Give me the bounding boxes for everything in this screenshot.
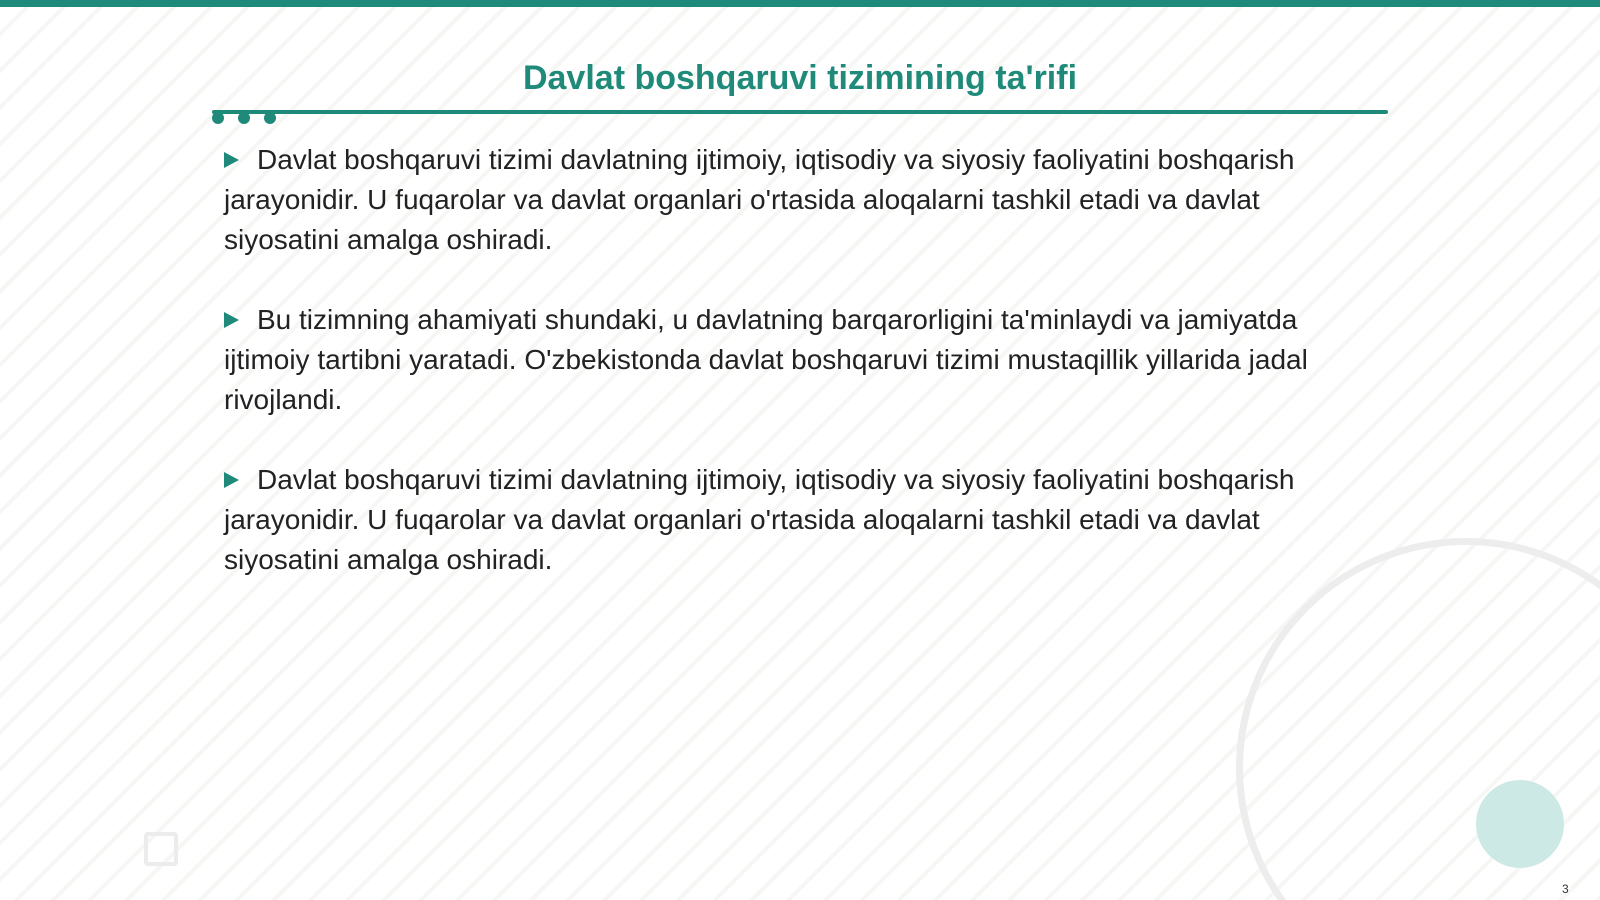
decoration-dot [238,112,250,124]
decorative-circle [1476,780,1564,868]
bullet-item [224,300,1334,420]
bullet-item [224,460,1334,580]
bullet-list [224,140,1334,620]
page-number: 3 [1562,882,1569,896]
title-dots-decoration [212,112,282,126]
triangle-right-icon [224,472,239,488]
triangle-right-icon [224,152,239,168]
bullet-text: Davlat boshqaruvi tizimi davlatning ijtimoiy, iqtisodiy va siyosiy faoliyatini boshqarish jarayonidir. U fuqarolar va davlat organlari o'rtasida aloqalarni tashkil etadi va davlat siyosatini amalga oshiradi. [224,144,1295,255]
top-accent-bar [0,0,1600,7]
bullet-text: Davlat boshqaruvi tizimi davlatning ijtimoiy, iqtisodiy va siyosiy faoliyatini boshqarish jarayonidir. U fuqarolar va davlat organlari o'rtasida aloqalarni tashkil etadi va davlat siyosatini amalga oshiradi. [224,464,1295,575]
bullet-item [224,140,1334,260]
bullet-text: Bu tizimning ahamiyati shundaki, u davlatning barqarorligini ta'minlaydi va jamiyatda ijtimoiy tartibni yaratadi. O'zbekistonda davlat boshqaruvi tizimi mustaqillik yillarida jadal rivojlandi. [224,304,1308,415]
triangle-right-icon [224,312,239,328]
decoration-dot [212,112,224,124]
decoration-dot [264,112,276,124]
title-underline [212,110,1388,114]
decorative-square [144,832,178,866]
slide-title: Davlat boshqaruvi tizimining ta'rifi [522,59,1078,97]
